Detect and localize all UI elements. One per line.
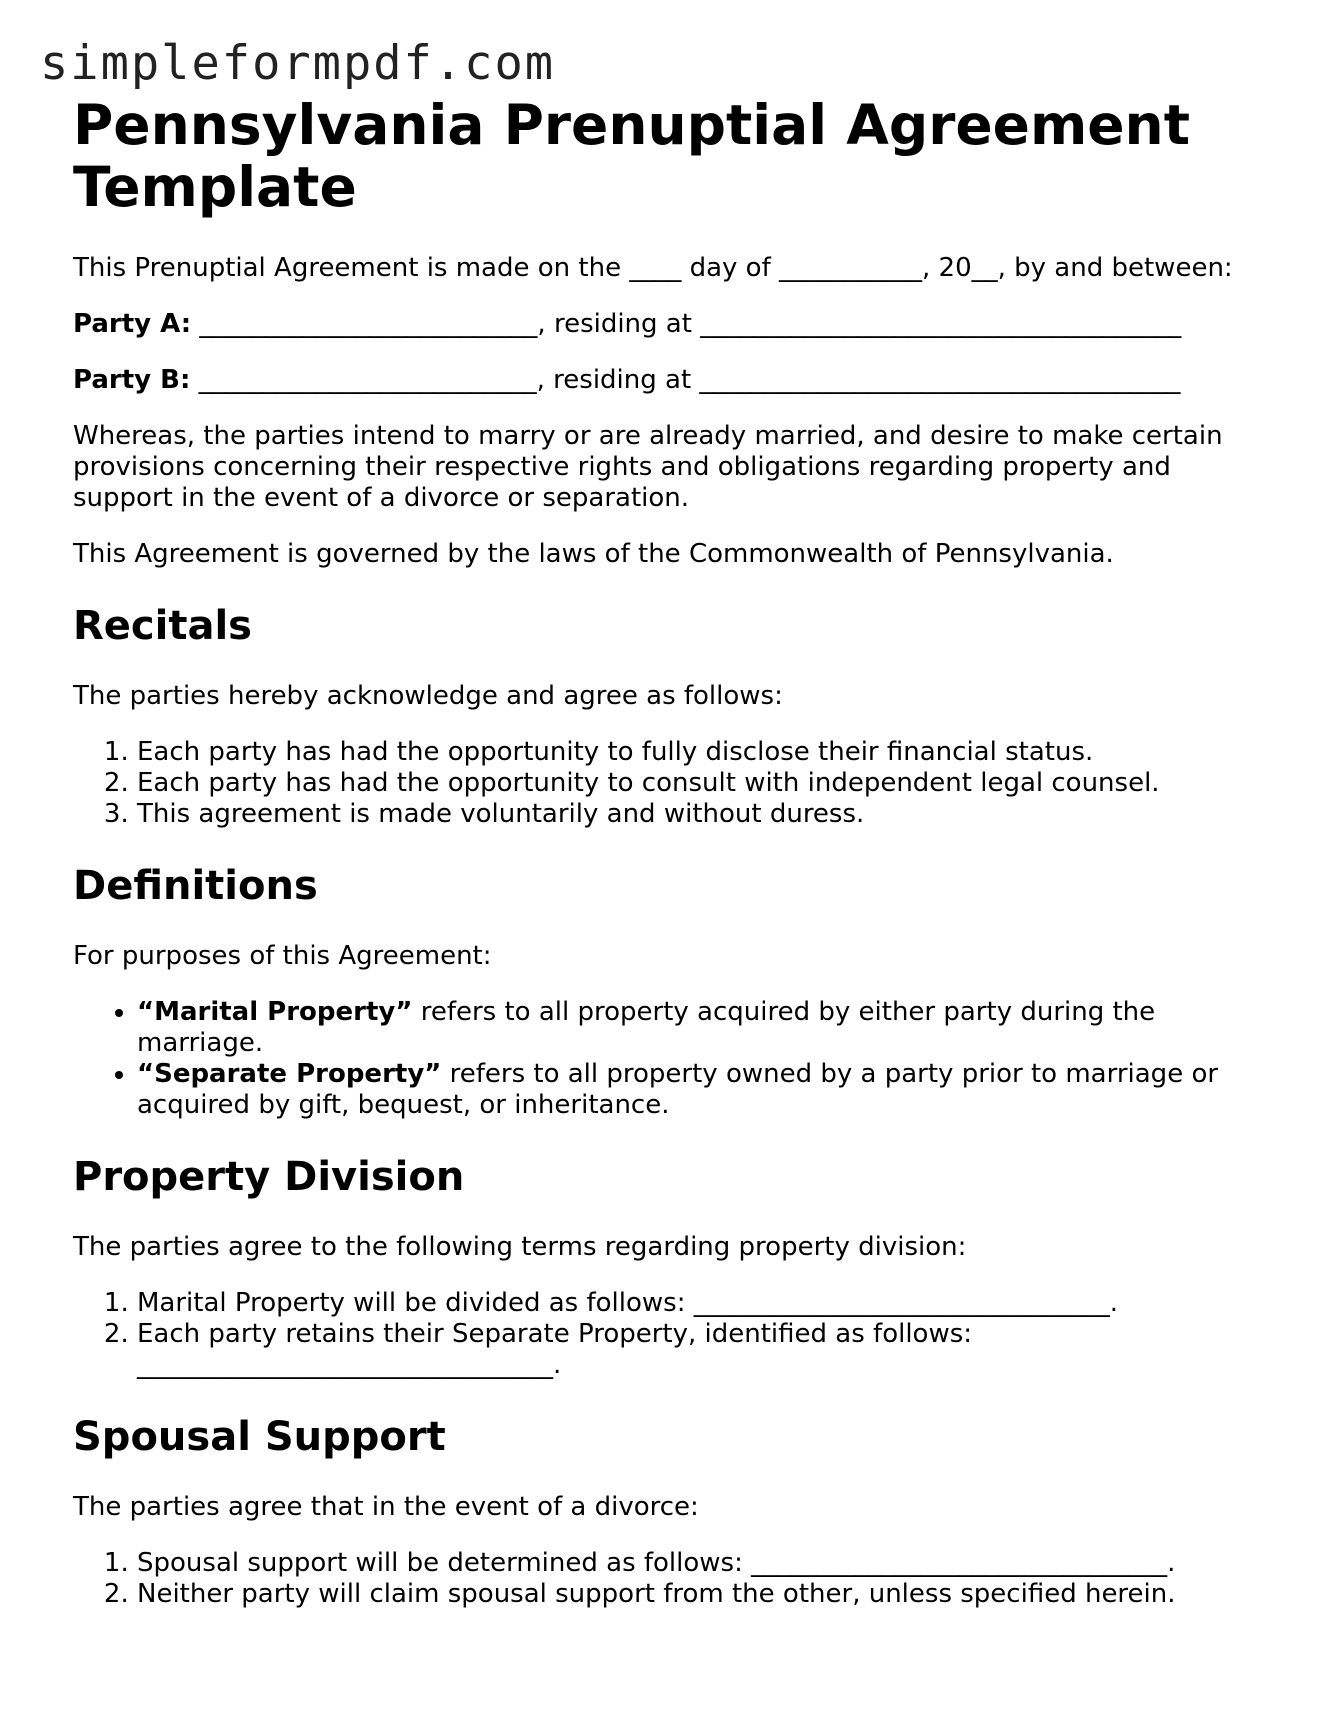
spousal-support-list: [73, 1548, 1253, 1610]
party-b-label: Party B:: [73, 365, 191, 395]
definition-item-separate-property: [137, 1059, 1253, 1121]
spousal-support-item: 1. Spousal support will be determined as follows: ________________________________.: [137, 1548, 1253, 1579]
definitions-list: [73, 997, 1253, 1121]
recitals-list: [73, 737, 1253, 830]
whereas-paragraph: Whereas, the parties intend to marry or are already married, and desire to make certain provisions concerning their respective rights and obligations regarding property and support in the event of a divorce or separation.: [73, 421, 1223, 513]
recital-item: 2. Each party has had the opportunity to consult with independent legal counsel.: [137, 768, 1253, 799]
property-division-intro: The parties agree to the following terms regarding property division:: [73, 1232, 967, 1262]
definition-term: “Marital Property”: [137, 997, 413, 1027]
spousal-support-heading: Spousal Support: [73, 1414, 446, 1460]
recitals-intro: The parties hereby acknowledge and agree as follows:: [73, 681, 783, 711]
property-division-item: 1. Marital Property will be divided as follows: ________________________________.: [137, 1288, 1253, 1319]
spousal-support-intro: The parties agree that in the event of a divorce:: [73, 1492, 699, 1522]
definition-term: “Separate Property”: [137, 1059, 442, 1089]
party-a-label: Party A:: [73, 309, 192, 339]
governing-law-paragraph: This Agreement is governed by the laws of the Commonwealth of Pennsylvania.: [73, 539, 1114, 569]
definition-item-marital-property: [137, 997, 1253, 1059]
definitions-intro: For purposes of this Agreement:: [73, 941, 492, 971]
spousal-support-item: 2. Neither party will claim spousal support from the other, unless specified herein.: [137, 1579, 1253, 1610]
page-title: Pennsylvania Prenuptial Agreement Template: [73, 93, 1190, 219]
definition-text: refers to all property owned by a party prior to marriage or acquired by gift, bequest, or inheritance.: [137, 1059, 1219, 1120]
agreement-date-line: This Prenuptial Agreement is made on the ____ day of ___________, 20__, by and between:: [73, 253, 1233, 283]
property-division-item: 2. Each party retains their Separate Property, identified as follows: ________________________________.: [137, 1319, 1253, 1381]
recitals-heading: Recitals: [73, 603, 252, 649]
definitions-heading: Definitions: [73, 863, 318, 909]
recital-item: 3. This agreement is made voluntarily and without duress.: [137, 799, 1253, 830]
party-a-fields: __________________________, residing at _____________________________________: [191, 309, 1182, 339]
recital-item: 1. Each party has had the opportunity to fully disclose their financial status.: [137, 737, 1253, 768]
party-a-line: [73, 309, 1253, 340]
watermark-text: simpleformpdf.com: [40, 36, 556, 91]
party-b-line: [73, 365, 1253, 396]
property-division-list: [73, 1288, 1253, 1381]
document-body: [73, 94, 1253, 1610]
definition-text: refers to all property acquired by either party during the marriage.: [137, 997, 1156, 1058]
property-division-heading: Property Division: [73, 1154, 465, 1200]
party-b-fields: __________________________, residing at _____________________________________: [190, 365, 1181, 395]
